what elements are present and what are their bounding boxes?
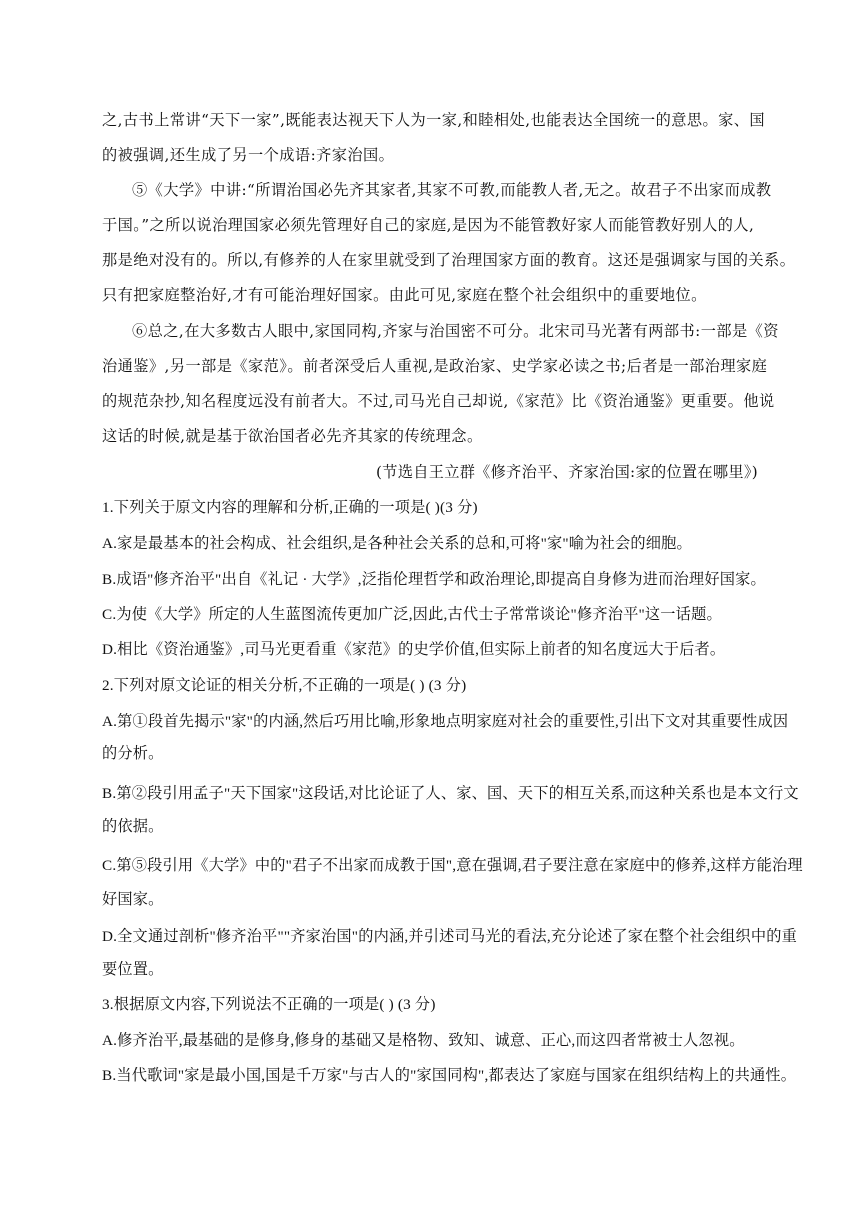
passage-p5-line-4: 只有把家庭整治好,才有可能治理好国家。由此可见,家庭在整个社会组织中的重要地位。 <box>102 286 707 304</box>
question-2-option-a-line-1: A.第①段首先揭示"家"的内涵,然后巧用比喻,形象地点明家庭对社会的重要性,引出下文对其重要性成因 <box>102 713 789 730</box>
question-3-option-b: B.当代歌词"家是最小国,国是千万家"与古人的"家国同构",都表达了家庭与国家在组织结构上的共通性。 <box>102 1067 797 1084</box>
question-2-option-c-line-1: C.第⑤段引用《大学》中的"君子不出家而成教于国",意在强调,君子要注意在家庭中的修养,这样方能治理 <box>102 857 803 874</box>
question-1-option-c: C.为使《大学》所定的人生蓝图流传更加广泛,因此,古代士子常常谈论"修齐治平"这一话题。 <box>102 606 722 623</box>
question-2-stem: 2.下列对原文论证的相关分析,不正确的一项是( ) (3 分) <box>102 677 467 694</box>
question-2-option-d-line-1: D.全文通过剖析"修齐治平""齐家治国"的内涵,并引述司马光的看法,充分论述了家在整个社会组织中的重 <box>102 928 798 945</box>
passage-p5-line-2: 于国。”之所以说治理国家必须先管理好自己的家庭,是因为不能管教好家人而能管教好别人的人, <box>102 216 755 234</box>
passage-p4-line-1: 之,古书上常讲“天下一家”,既能表达视天下人为一家,和睦相处,也能表达全国统一的意思。家、国 <box>102 111 766 129</box>
question-2-option-c-line-2: 好国家。 <box>102 891 164 908</box>
question-2-option-d-line-2: 要位置。 <box>102 961 164 978</box>
question-3-option-a: A.修齐治平,最基础的是修身,修身的基础又是格物、致知、诚意、正心,而这四者常被士人忽视。 <box>102 1032 745 1049</box>
question-1-option-a: A.家是最基本的社会构成、社会组织,是各种社会关系的总和,可将"家"喻为社会的细胞。 <box>102 535 692 552</box>
passage-p5-line-1: ⑤《大学》中讲:“所谓治国必先齐其家者,其家不可教,而能教人者,无之。故君子不出家而成教 <box>132 181 772 199</box>
question-2-option-a-line-2: 的分析。 <box>102 745 164 762</box>
passage-p6-line-3: 的规范杂抄,知名程度远没有前者大。不过,司马光自己却说,《家范》比《资治通鉴》更重要。他说 <box>102 392 775 410</box>
passage-p6-line-2: 治通鉴》,另一部是《家范》。前者深受后人重视,是政治家、史学家必读之书;后者是一部治理家庭 <box>102 357 768 375</box>
question-2-option-b-line-2: 的依据。 <box>102 818 164 835</box>
question-2-option-b-line-1: B.第②段引用孟子"天下国家"这段话,对比论证了人、家、国、天下的相互关系,而这种关系也是本文行文 <box>102 785 799 802</box>
question-3-stem: 3.根据原文内容,下列说法不正确的一项是( ) (3 分) <box>102 996 436 1013</box>
question-1-option-d: D.相比《资治通鉴》,司马光更看重《家范》的史学价值,但实际上前者的知名度远大于后者。 <box>102 641 726 658</box>
passage-p4-line-2: 的被强调,还生成了另一个成语:齐家治国。 <box>102 146 395 164</box>
question-1-option-b: B.成语"修齐治平"出自《礼记 · 大学》,泛指伦理哲学和政治理论,即提高自身修为进而治理好国家。 <box>102 571 766 588</box>
question-1-stem: 1.下列关于原文内容的理解和分析,正确的一项是( )(3 分) <box>102 499 478 516</box>
passage-p6-line-4: 这话的时候,就是基于欲治国者必先齐其家的传统理念。 <box>102 427 483 445</box>
passage-p5-line-3: 那是绝对没有的。所以,有修养的人在家里就受到了治理国家方面的教育。这还是强调家与国的关系。 <box>102 251 796 269</box>
passage-p6-line-1: ⑥总之,在大多数古人眼中,家国同构,齐家与治国密不可分。北宋司马光著有两部书:一部是《资 <box>132 322 779 340</box>
passage-source: (节选自王立群《修齐治平、齐家治国:家的位置在哪里》) <box>376 463 758 481</box>
